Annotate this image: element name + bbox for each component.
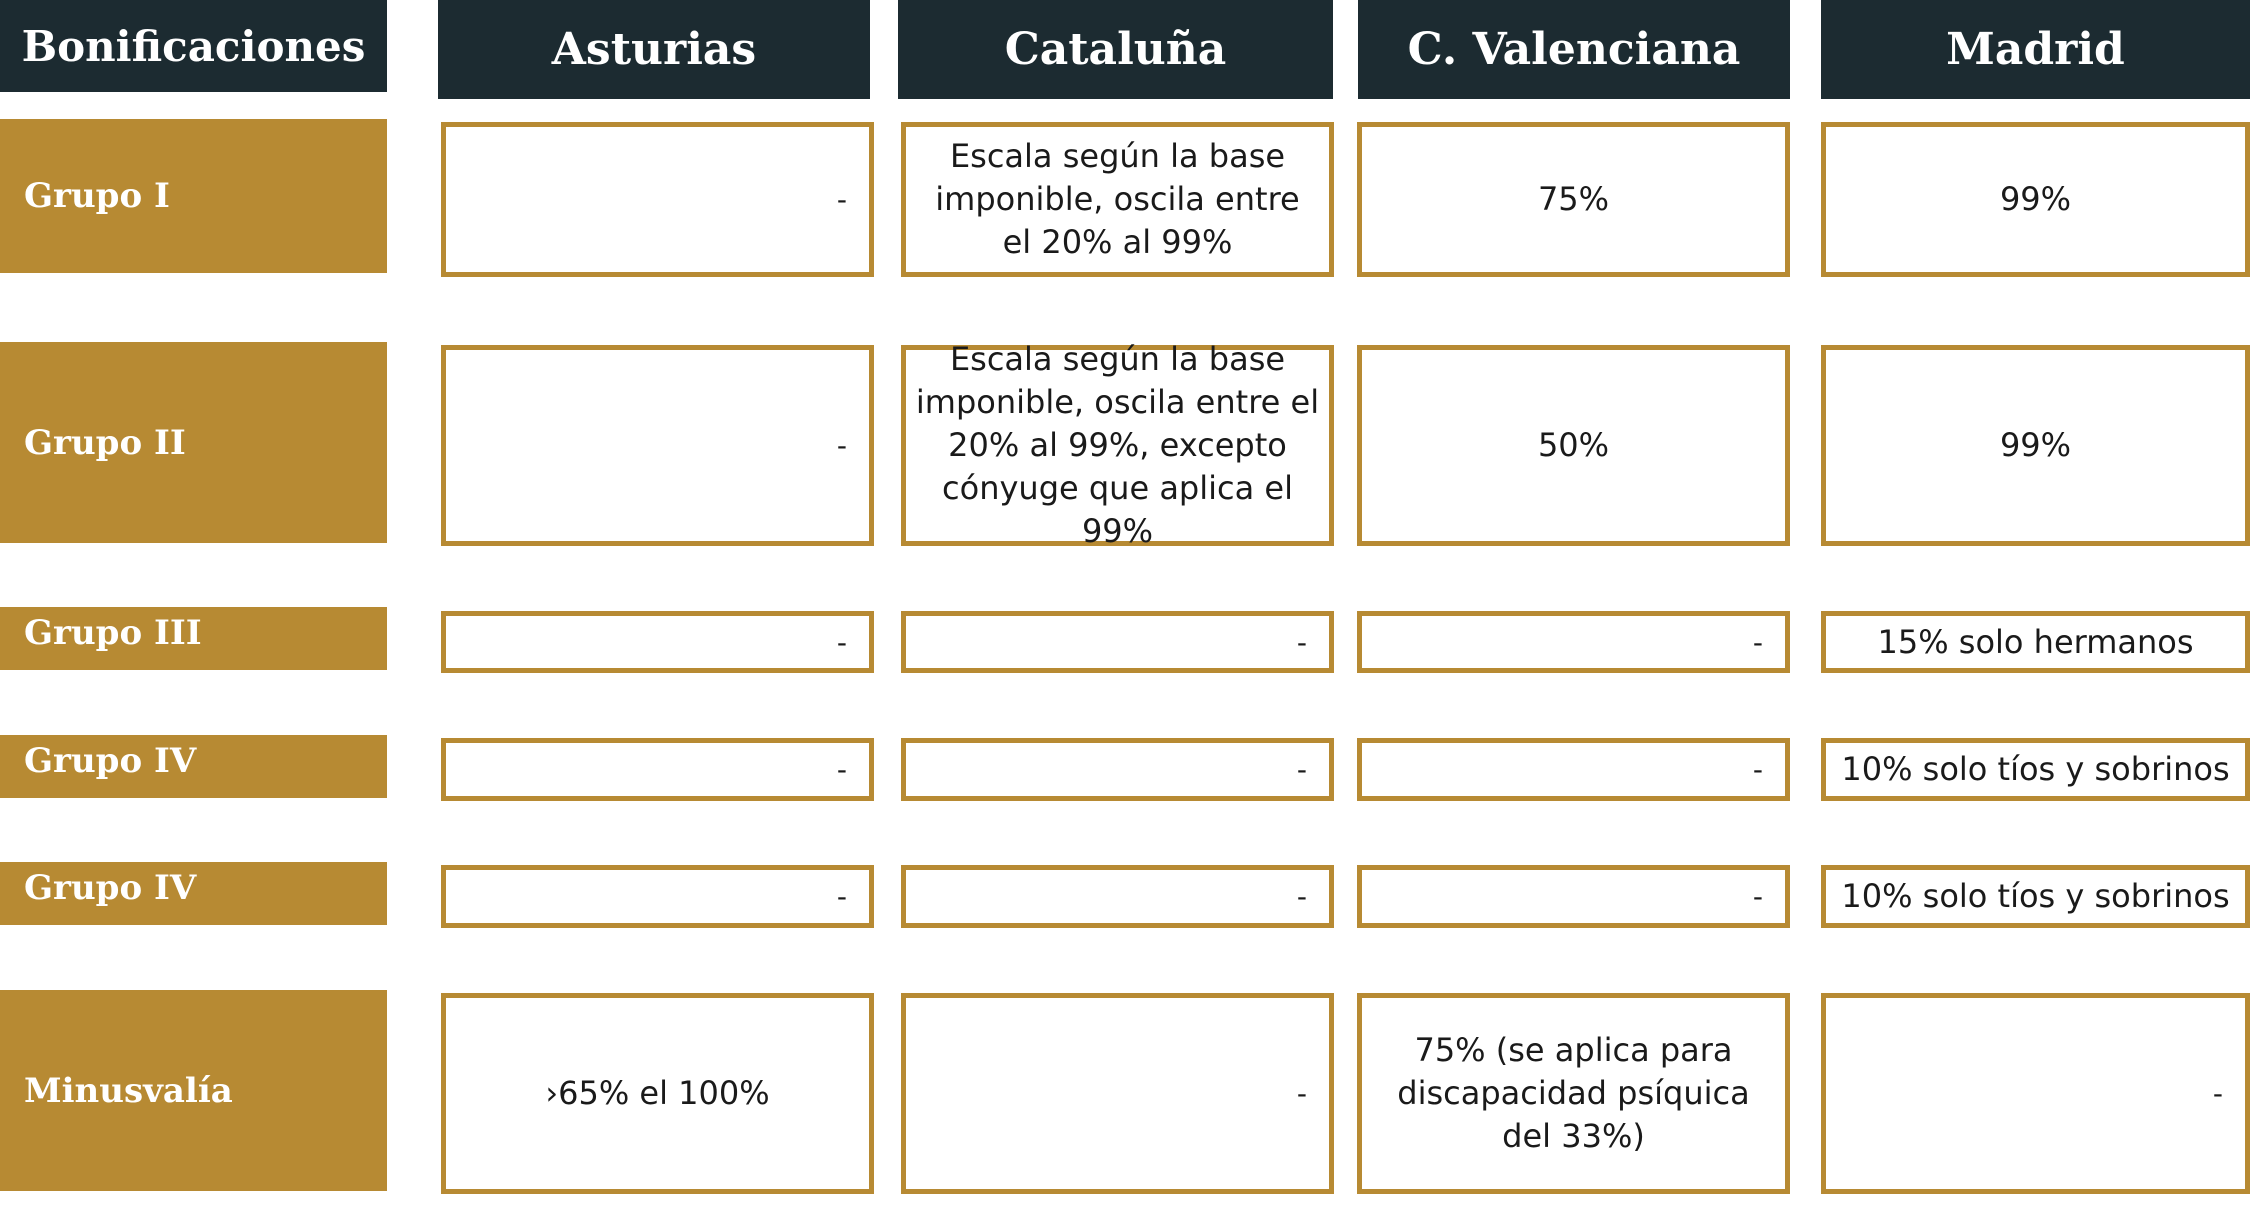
cell-minusvalia-cataluna [901,993,1334,1194]
row-label-grupo-i: Grupo I [0,119,387,273]
header-bonificaciones: Bonificaciones [0,0,387,92]
cell-grupo-iii-cataluna [901,611,1334,673]
cell-value: - [1296,753,1307,786]
cell-value: - [836,880,847,913]
cell-value: - [1752,753,1763,786]
cell-minusvalia-madrid [1821,993,2250,1194]
cell-grupo-iv-valenciana [1357,738,1790,801]
header-cataluna: Cataluña [898,0,1333,99]
cell-grupo-iv-2-asturias [441,865,874,928]
cell-grupo-iv-cataluna [901,738,1334,801]
cell-value: - [836,183,847,216]
cell-grupo-i-asturias [441,122,874,277]
row-label-minusvalia: Minusvalía [0,990,387,1191]
cell-grupo-iv-2-valenciana [1357,865,1790,928]
cell-grupo-i-cataluna: Escala según la base imponible, oscila entre el 20% al 99% [901,122,1334,277]
cell-value: - [1296,625,1307,659]
cell-value: - [1296,880,1307,913]
row-label-grupo-iv-2: Grupo IV [0,862,387,925]
cell-grupo-iii-madrid: 15% solo hermanos [1821,611,2250,673]
row-label-grupo-ii: Grupo II [0,342,387,543]
cell-value: - [1752,625,1763,659]
cell-grupo-iii-asturias [441,611,874,673]
row-label-grupo-iv: Grupo IV [0,735,387,798]
cell-grupo-iv-asturias [441,738,874,801]
cell-value: - [1296,1077,1307,1110]
cell-value: - [1752,880,1763,913]
header-valenciana: C. Valenciana [1358,0,1790,99]
cell-grupo-ii-valenciana: 50% [1357,345,1790,546]
cell-grupo-ii-asturias [441,345,874,546]
cell-grupo-iv-2-madrid: 10% solo tíos y sobrinos [1821,865,2250,928]
cell-grupo-iv-2-cataluna [901,865,1334,928]
cell-value: - [836,625,847,659]
cell-minusvalia-asturias: ›65% el 100% [441,993,874,1194]
cell-grupo-i-valenciana: 75% [1357,122,1790,277]
cell-value: - [2212,1077,2223,1110]
cell-grupo-iv-madrid: 10% solo tíos y sobrinos [1821,738,2250,801]
header-madrid: Madrid [1821,0,2250,99]
cell-grupo-iii-valenciana [1357,611,1790,673]
cell-minusvalia-valenciana: 75% (se aplica para discapacidad psíquica del 33%) [1357,993,1790,1194]
cell-grupo-i-madrid: 99% [1821,122,2250,277]
cell-value: - [836,753,847,786]
row-label-grupo-iii: Grupo III [0,607,387,670]
header-asturias: Asturias [438,0,870,99]
cell-grupo-ii-cataluna: Escala según la base imponible, oscila entre el 20% al 99%, excepto cónyuge que aplica el 99% [901,345,1334,546]
cell-value: - [836,429,847,462]
cell-grupo-ii-madrid: 99% [1821,345,2250,546]
